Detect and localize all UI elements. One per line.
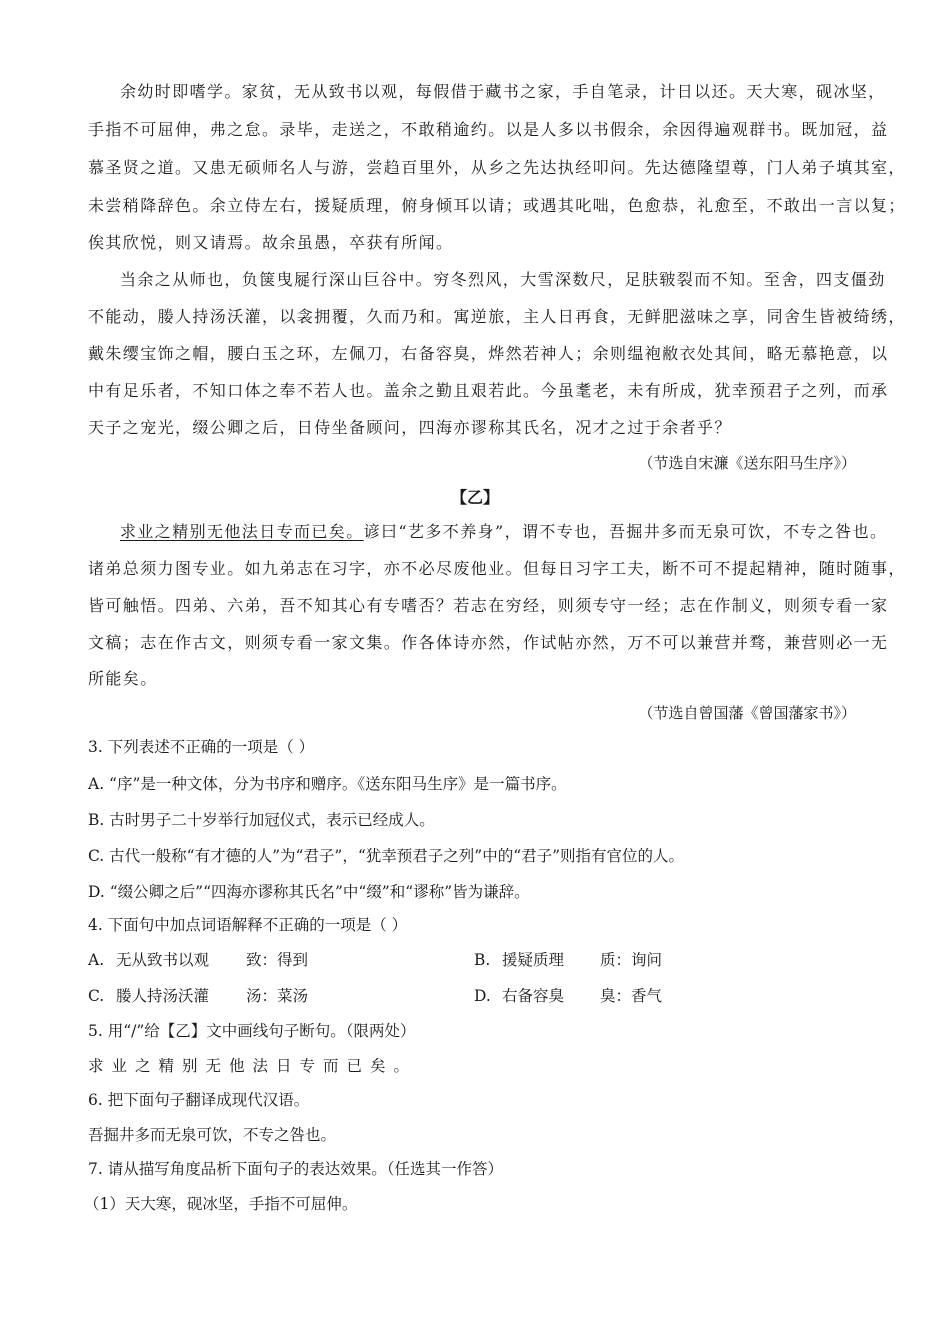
q4-option-a <box>88 950 309 970</box>
q5-stem: 5. 用“/”给【乙】文中画线句子断句。（限两处） <box>88 1022 416 1040</box>
jia-line-10: 天子之宠光，缀公卿之后，日侍坐备顾问，四海亦谬称其氏名，况才之过于余者乎？ <box>88 418 732 437</box>
jia-line-9: 中有足乐者，不知口体之奉不若人也。盖余之勤且艰若此。今虽耄老，未有所成，犹幸预君子之列，而承 <box>88 381 889 400</box>
q4-option-d <box>474 986 663 1006</box>
q4-c-label: C. <box>88 987 105 1005</box>
q4-c-phrase: 媵人持汤沃灌 <box>116 987 210 1005</box>
q6-sentence: 吾掘井多而无泉可饮，不专之咎也。 <box>88 1126 337 1144</box>
jia-line-4: 未尝稍降辞色。余立侍左右，援疑质理，俯身倾耳以请；或遇其叱咄，色愈恭，礼愈至，不敢出一言以复； <box>88 196 906 215</box>
q6-stem: 6. 把下面句子翻译成现代汉语。 <box>88 1091 310 1109</box>
jia-line-8: 戴朱缨宝饰之帽，腰白玉之环，左佩刀，右备容臭，烨然若神人；余则缊袍敝衣处其间，略无慕艳意，以 <box>88 344 889 363</box>
q3-option-a: A. “序”是一种文体，分为书序和赠序。《送东阳马生序》是一篇书序。 <box>88 775 567 793</box>
q4-option-c <box>88 986 309 1006</box>
jia-line-3: 慕圣贤之道。又患无硕师名人与游，尝趋百里外，从乡之先达执经叩问。先达德隆望尊，门人弟子填其室， <box>88 158 906 177</box>
q4-a-label: A. <box>88 951 105 969</box>
q4-a-gloss: 致：得到 <box>246 951 309 969</box>
q4-stem: 4. 下面句中加点词语解释不正确的一项是（ ） <box>88 916 408 934</box>
q4-option-b <box>474 950 663 970</box>
q4-b-phrase: 援疑质理 <box>502 951 565 969</box>
jia-line-1: 余幼时即嗜学。家贫，无从致书以观，每假借于藏书之家，手自笔录，计日以还。天大寒，砚冰坚， <box>120 82 886 101</box>
yi-heading: 【乙】 <box>450 488 499 507</box>
q3-option-c: C. 古代一般称“有才德的人”为“君子”，“犹幸预君子之列”中的“君子”则指有官位的人。 <box>88 847 685 865</box>
q4-b-gloss: 质：询问 <box>600 951 663 969</box>
q4-d-phrase: 右备容臭 <box>502 987 565 1005</box>
q3-option-b: B. 古时男子二十岁举行加冠仪式，表示已经成人。 <box>88 811 435 829</box>
jia-source: （节选自宋濂《送东阳马生序》） <box>638 454 856 472</box>
yi-line-1-rest: 谚曰“艺多不养身”，谓不专也，吾掘井多而无泉可饮，不专之咎也。 <box>363 522 888 541</box>
yi-source: （节选自曾国藩《曾国藩家书》） <box>638 704 856 722</box>
yi-underlined-sentence: 求业之精别无他法日专而已矣。 <box>120 522 364 541</box>
q4-d-gloss: 臭：香气 <box>600 987 663 1005</box>
yi-line-5: 所能矣。 <box>88 669 158 688</box>
jia-line-2: 手指不可屈伸，弗之怠。录毕，走送之，不敢稍逾约。以是人多以书假余，余因得遍观群书。既加冠，益 <box>88 120 889 139</box>
yi-line-4: 文稿；志在作古文，则须专看一家文集。作各体诗亦然，作试帖亦然，万不可以兼营并骛，兼营则必一无 <box>88 633 889 652</box>
q5-sentence: 求业之精别无他法日专而已矣。 <box>88 1057 418 1075</box>
q4-c-gloss: 汤：菜汤 <box>246 987 309 1005</box>
q3-stem: 3. 下列表述不正确的一项是（ ） <box>88 738 315 756</box>
yi-line-3: 皆可触悟。四弟、六弟，吾不知其心有专嗜否？若志在穷经，则须专守一经；志在作制义，则须专看一家 <box>88 596 889 615</box>
q4-b-label: B. <box>474 951 491 969</box>
yi-line-2: 诸弟总须力图专业。如九弟志在习字，亦不必尽废他业。但每日习字工夫，断不可不提起精神，随时随事， <box>88 559 906 578</box>
q7-stem: 7. 请从描写角度品析下面句子的表达效果。（任选其一作答） <box>88 1160 503 1178</box>
yi-line-1 <box>120 522 887 542</box>
jia-line-7: 不能动，媵人持汤沃灌，以衾拥覆，久而乃和。寓逆旅，主人日再食，无鲜肥滋味之享，同舍生皆被绮绣， <box>88 307 906 326</box>
jia-line-5: 俟其欣悦，则又请焉。故余虽愚，卒获有所闻。 <box>88 233 454 252</box>
q4-a-phrase: 无从致书以观 <box>116 951 210 969</box>
q3-option-d: D. “缀公卿之后”“四海亦谬称其氏名”中“缀”和“谬称”皆为谦辞。 <box>88 883 530 901</box>
q4-d-label: D. <box>474 987 491 1005</box>
jia-line-6: 当余之从师也，负箧曳屣行深山巨谷中。穷冬烈风，大雪深数尺，足肤皲裂而不知。至舍，四支僵劲 <box>120 270 886 289</box>
q7-item-1: （1）天大寒，砚冰坚，手指不可屈伸。 <box>84 1195 358 1213</box>
